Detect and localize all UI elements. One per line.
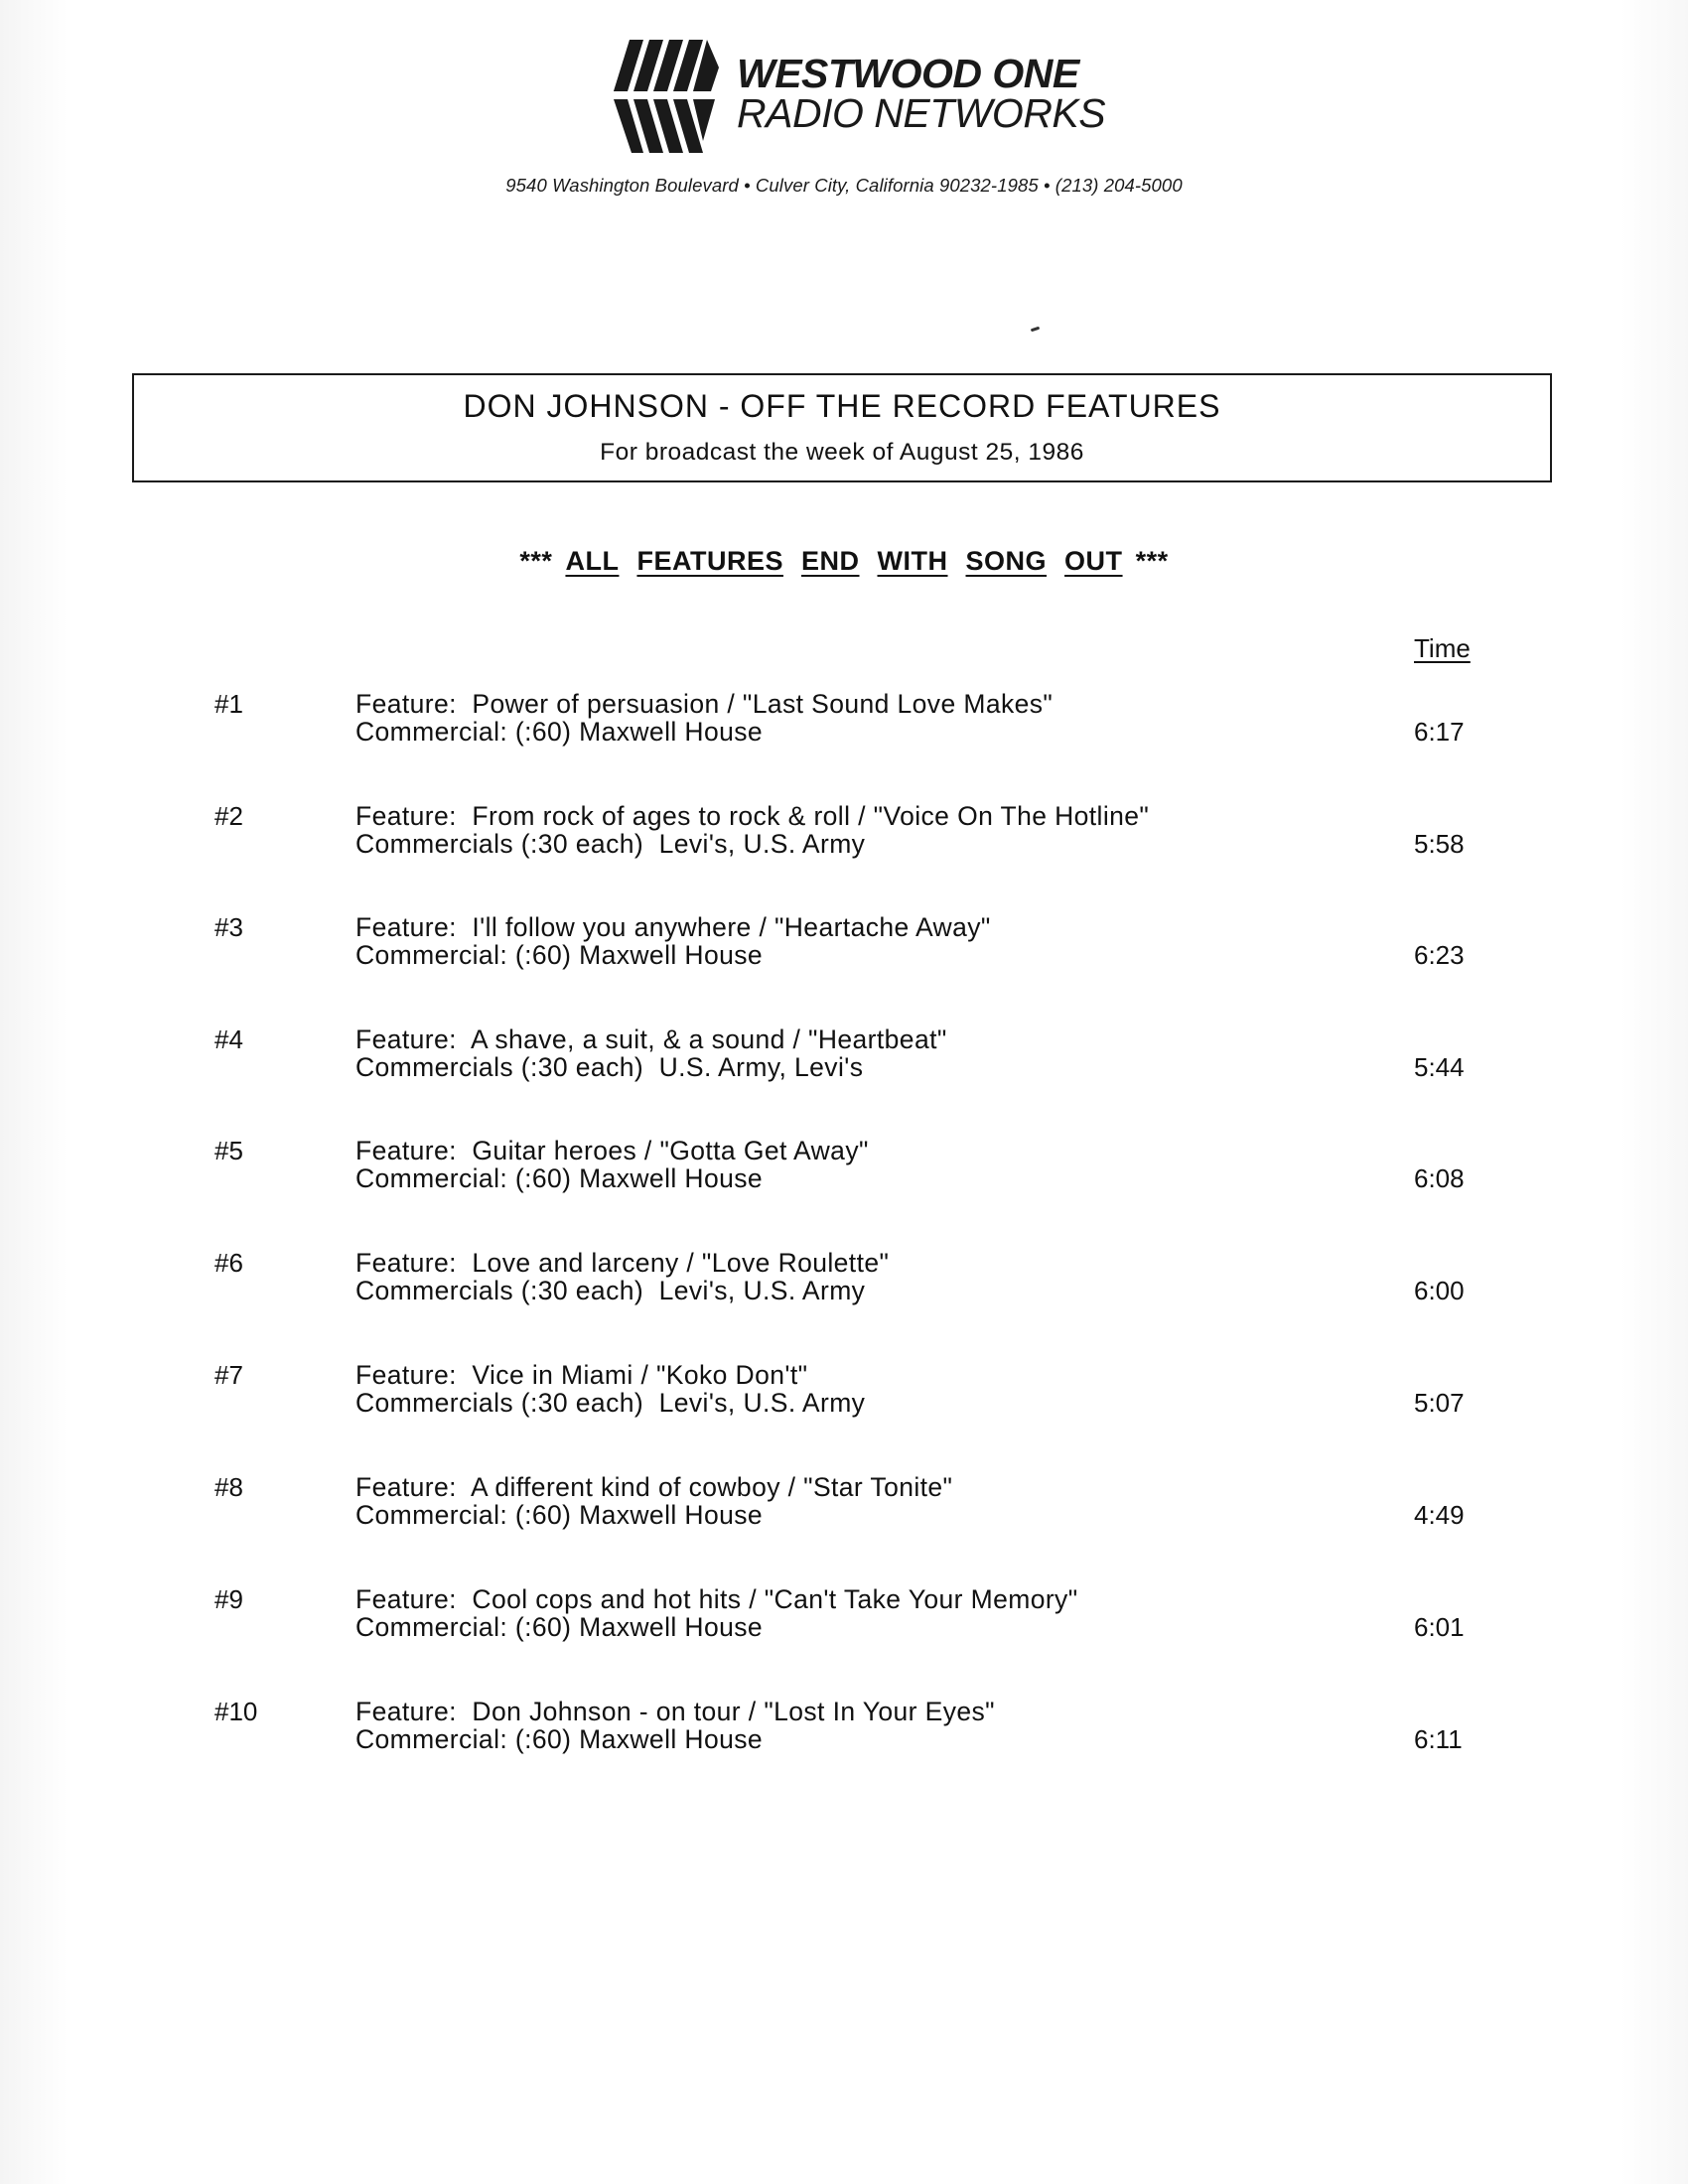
feature-time: 4:49 (1414, 1500, 1465, 1530)
feature-description: Feature: A shave, a suit, & a sound / "Heartbeat" (355, 1024, 947, 1054)
feature-number: #9 (214, 1584, 243, 1614)
feature-description: Feature: A different kind of cowboy / "Star Tonite" (355, 1472, 953, 1502)
feature-number: #3 (214, 912, 243, 942)
brand-line1: WESTWOOD ONE (737, 51, 1079, 96)
broadcast-week: For broadcast the week of August 25, 1986 (600, 439, 1084, 466)
commercial-info: Commercial: (:60) Maxwell House (355, 717, 764, 747)
commercial-info: Commercials (:30 each) Levi's, U.S. Army (355, 1276, 866, 1305)
commercial-info: Commercial: (:60) Maxwell House (355, 940, 764, 970)
notice-word: END (800, 546, 860, 576)
feature-row (0, 1136, 1688, 1215)
feature-description: Feature: Cool cops and hot hits / "Can't Take Your Memory" (355, 1584, 1078, 1614)
feature-description: Feature: Guitar heroes / "Gotta Get Away" (355, 1136, 869, 1165)
feature-number: #10 (214, 1697, 258, 1726)
notice-word: FEATURES (636, 546, 783, 576)
westwood-one-logo-icon (608, 38, 723, 157)
commercial-info: Commercial: (:60) Maxwell House (355, 1612, 764, 1642)
commercial-info: Commercials (:30 each) Levi's, U.S. Army (355, 1388, 866, 1418)
feature-row (0, 1697, 1688, 1776)
feature-row (0, 912, 1688, 992)
feature-row (0, 1248, 1688, 1327)
feature-time: 5:07 (1414, 1388, 1465, 1418)
feature-row (0, 801, 1688, 881)
feature-time: 6:01 (1414, 1612, 1465, 1642)
feature-time: 6:00 (1414, 1276, 1465, 1305)
logo-block (608, 38, 1124, 157)
notice-word: ALL (565, 546, 620, 576)
feature-time: 6:17 (1414, 717, 1465, 747)
stray-mark (1031, 327, 1040, 333)
feature-time: 6:23 (1414, 940, 1465, 970)
feature-description: Feature: Love and larceny / "Love Roulette" (355, 1248, 890, 1278)
feature-row (0, 689, 1688, 768)
commercial-info: Commercial: (:60) Maxwell House (355, 1724, 764, 1754)
feature-time: 6:11 (1414, 1724, 1463, 1754)
address-line: 9540 Washington Boulevard • Culver City, California 90232-1985 • (213) 204-5000 (505, 175, 1183, 196)
feature-number: #5 (214, 1136, 243, 1165)
title-box (132, 373, 1552, 482)
notice-word: OUT (1064, 546, 1123, 576)
feature-number: #4 (214, 1024, 243, 1054)
notice-word: WITH (877, 546, 948, 576)
commercial-info: Commercial: (:60) Maxwell House (355, 1500, 764, 1530)
brand-name (737, 51, 1106, 136)
page-title: DON JOHNSON - OFF THE RECORD FEATURES (463, 388, 1221, 424)
feature-description: Feature: I'll follow you anywhere / "Heartache Away" (355, 912, 991, 942)
feature-row (0, 1472, 1688, 1552)
feature-description: Feature: Don Johnson - on tour / "Lost In Your Eyes" (355, 1697, 995, 1726)
time-column-header: Time (1414, 633, 1471, 663)
feature-number: #2 (214, 801, 243, 831)
feature-row (0, 1360, 1688, 1439)
notice-suffix: *** (1135, 546, 1169, 576)
feature-description: Feature: From rock of ages to rock & roll / "Voice On The Hotline" (355, 801, 1150, 831)
feature-number: #6 (214, 1248, 243, 1278)
commercial-info: Commercials (:30 each) U.S. Army, Levi's (355, 1052, 864, 1082)
brand-line2: RADIO NETWORKS (737, 90, 1106, 136)
feature-description: Feature: Power of persuasion / "Last Sound Love Makes" (355, 689, 1054, 719)
feature-row (0, 1024, 1688, 1104)
commercial-info: Commercials (:30 each) Levi's, U.S. Army (355, 829, 866, 859)
notice-prefix: *** (519, 546, 553, 576)
feature-time: 6:08 (1414, 1163, 1465, 1193)
song-out-notice (0, 546, 1688, 577)
feature-description: Feature: Vice in Miami / "Koko Don't" (355, 1360, 808, 1390)
feature-row (0, 1584, 1688, 1664)
feature-time: 5:44 (1414, 1052, 1465, 1082)
commercial-info: Commercial: (:60) Maxwell House (355, 1163, 764, 1193)
feature-time: 5:58 (1414, 829, 1465, 859)
feature-number: #1 (214, 689, 243, 719)
feature-number: #8 (214, 1472, 243, 1502)
notice-word: SONG (965, 546, 1048, 576)
feature-number: #7 (214, 1360, 243, 1390)
